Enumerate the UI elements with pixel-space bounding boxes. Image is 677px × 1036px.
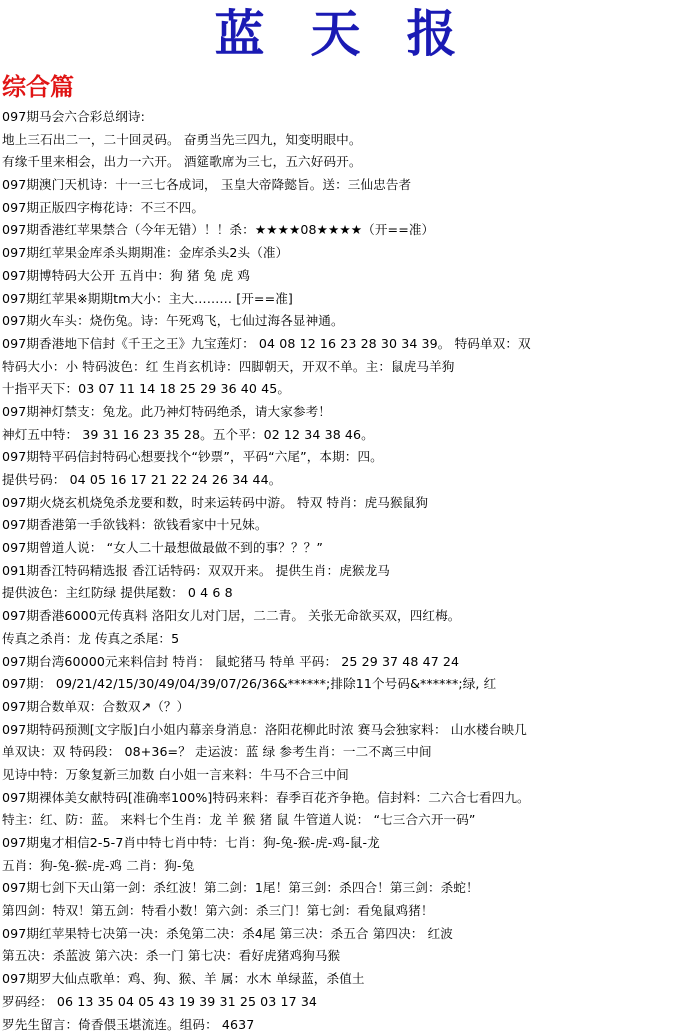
text-line: 097期七剑下天山第一剑：杀红波！第二剑：1尾！第三剑：杀四合！第三剑：杀蛇！ (2, 877, 675, 900)
text-line: 097期马会六合彩总纲诗: (2, 106, 675, 129)
text-line: 097期特码预测[文字版]白小姐内幕亲身消息：洛阳花柳此时浓 赛马会独家料： 山水楼台映几 (2, 719, 675, 742)
text-line: 提供号码： 04 05 16 17 21 22 24 26 34 44。 (2, 469, 675, 492)
text-line: 097期红苹果金库杀头期期准：金库杀头2头（准） (2, 242, 675, 265)
text-line: 097期香港6000元传真料 洛阳女儿对门居，二二青。 关张无命欲买双，四红梅。 (2, 605, 675, 628)
text-line: 单双诀：双 特码段： 08+36=？ 走运波：蓝 绿 参考生肖：一二不离三中间 (2, 741, 675, 764)
text-line: 提供波色：主红防绿 提供尾数： 0 4 6 8 (2, 582, 675, 605)
text-line: 097期火车头：烧伤兔。诗：午死鸡飞，七仙过海各显神通。 (2, 310, 675, 333)
text-line: 罗先生留言：倚香偎玉堪流连。组码： 4637 (2, 1014, 675, 1036)
text-line: 097期台湾60000元来料信封 特肖： 鼠蛇猪马 特单 平码： 25 29 37 48 47 24 (2, 651, 675, 674)
text-line: 097期神灯禁支：兔龙。此乃神灯特码绝杀，请大家参考！ (2, 401, 675, 424)
text-line: 097期特平码信封特码心想要找个“钞票”，平码“六尾”，本期：四。 (2, 446, 675, 469)
text-line: 097期： 09/21/42/15/30/49/04/39/07/26/36&******;排除11个号码&******;绿, 红 (2, 673, 675, 696)
text-line: 097期红苹果特七决第一决：杀兔第二决：杀4尾 第三决：杀五合 第四决： 红波 (2, 923, 675, 946)
text-line: 097期正版四字梅花诗：不三不四。 (2, 197, 675, 220)
text-line: 特码大小：小 特码波色：红 生肖玄机诗：四脚朝天，开双不单。主：鼠虎马羊狗 (2, 356, 675, 379)
text-line: 097期红苹果※期期tm大小：主大……… [开==准] (2, 288, 675, 311)
text-line: 097期曾道人说： “女人二十最想做最做不到的事？？？” (2, 537, 675, 560)
text-line: 091期香江特码精选报 香江话特码：双双开来。 提供生肖：虎猴龙马 (2, 560, 675, 583)
text-line: 第四剑：特双！第五剑：特看小数！第六剑：杀三门！第七剑：看兔鼠鸡猪！ (2, 900, 675, 923)
content-lines (2, 106, 675, 1036)
text-line: 097期罗大仙点歌单：鸡、狗、猴、羊 属：水木 单绿蓝，杀值土 (2, 968, 675, 991)
text-line: 097期裸体美女献特码[准确率100%]特码来料：春季百花齐争艳。信封料：二六合七看四九。 (2, 787, 675, 810)
text-line: 097期澳门天机诗：十一三七各成词， 玉皇大帝降懿旨。送：三仙忠告者 (2, 174, 675, 197)
text-line: 第五决：杀蓝波 第六决：杀一门 第七决：看好虎猪鸡狗马猴 (2, 945, 675, 968)
text-line: 特主：红、防：蓝。 来料七个生肖：龙 羊 猴 猪 鼠 牛管道人说： “七三合六开一码” (2, 809, 675, 832)
masthead (0, 4, 677, 64)
text-line: 见诗中特：万象复新三加数 白小姐一言来料：牛马不合三中间 (2, 764, 675, 787)
text-line: 五肖：狗-兔-猴-虎-鸡 二肖：狗-兔 (2, 855, 675, 878)
text-line: 097期香港地下信封《千王之王》九宝莲灯： 04 08 12 16 23 28 30 34 39。 特码单双：双 (2, 333, 675, 356)
text-line: 有缘千里来相会，出力一六开。 酒筵歌席为三七，五六好码开。 (2, 151, 675, 174)
text-line: 097期火烧玄机烧兔杀龙要和数，时来运转码中游。 特双 特肖：虎马猴鼠狗 (2, 492, 675, 515)
text-line: 神灯五中特： 39 31 16 23 35 28。五个平：02 12 34 38 46。 (2, 424, 675, 447)
text-line: 传真之杀肖：龙 传真之杀尾：5 (2, 628, 675, 651)
text-line: 097期香港第一手欲钱料：欲钱看家中十兄妹。 (2, 514, 675, 537)
masthead-title: 蓝天报 (215, 4, 503, 64)
text-line: 十指平天下：03 07 11 14 18 25 29 36 40 45。 (2, 378, 675, 401)
text-line: 地上三石出二一，二十回灵码。 奋勇当先三四九，知变明眼中。 (2, 129, 675, 152)
text-line: 097期博特码大公开 五肖中：狗 猪 兔 虎 鸡 (2, 265, 675, 288)
section-title: 综合篇 (2, 72, 74, 102)
text-line: 097期香港红苹果禁合（今年无错）！！杀：★★★★08★★★★（开==准） (2, 219, 675, 242)
text-line: 罗码经： 06 13 35 04 05 43 19 39 31 25 03 17 34 (2, 991, 675, 1014)
text-line: 097期鬼才相信2-5-7肖中特七肖中特：七肖：狗-兔-猴-虎-鸡-鼠-龙 (2, 832, 675, 855)
text-line: 097期合数单双：合数双↗（？） (2, 696, 675, 719)
